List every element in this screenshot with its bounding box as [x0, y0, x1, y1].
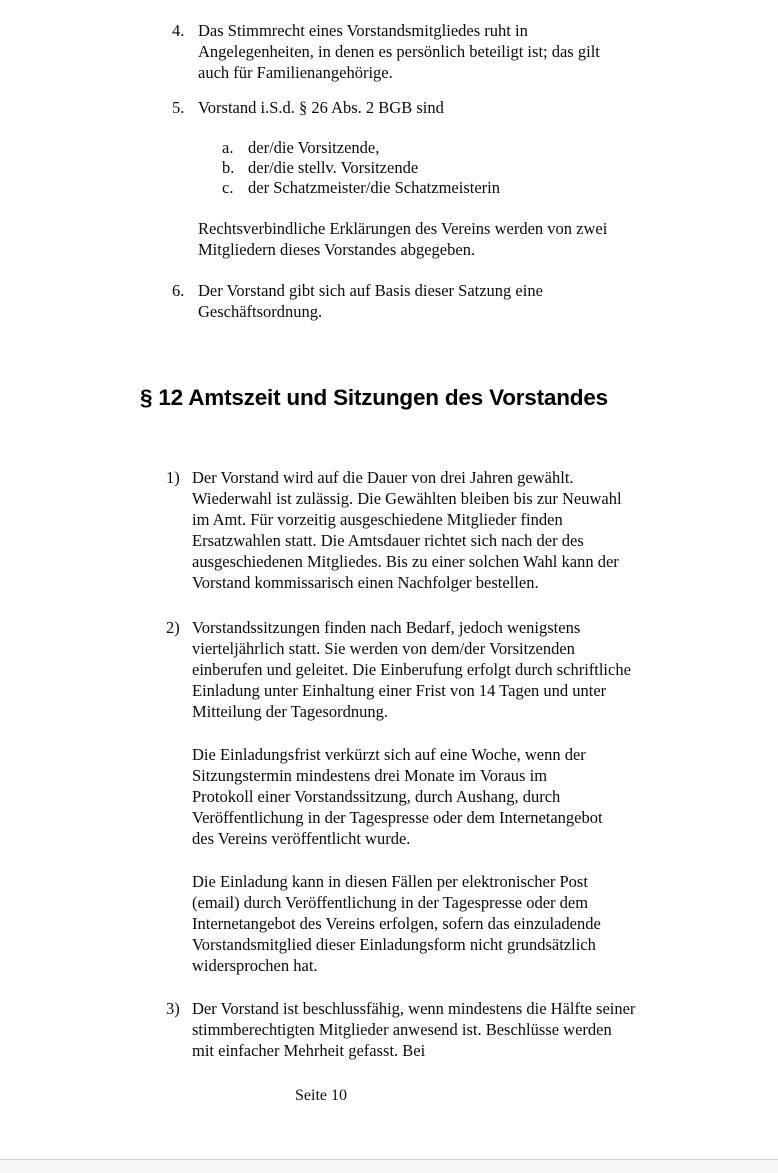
- list-item-4: [150, 20, 628, 83]
- sub-list-item-c: [150, 178, 580, 198]
- list-item-6: [150, 280, 628, 322]
- list-item-5-text: Vorstand i.S.d. § 26 Abs. 2 BGB sind: [198, 98, 444, 117]
- spacer-before-item3: [0, 976, 778, 998]
- spacer-before-item2-para3: [0, 849, 778, 871]
- spacer-after-item4: [0, 83, 778, 97]
- list-item-3: [150, 998, 637, 1061]
- list-item-1-text: Der Vorstand wird auf die Dauer von drei Jahren gewählt. Wiederwahl ist zulässig. Die Gewählten bleiben bis zur Neuwahl im Amt. Für vorzeitig ausgeschiedene Mitglieder finden Ersatzwahlen statt. Die Amtsdauer richtet sich nach der des ausgeschiedenen Mitgliedes. Bis zu einer solchen Wahl kann der Vorstand kommissarisch einen Nachfolger bestellen.: [192, 468, 622, 593]
- list-item-2: [150, 617, 637, 722]
- spacer-after-heading: [0, 429, 778, 467]
- sub-list-marker-a: a.: [222, 138, 234, 157]
- declaration-paragraph: Rechtsverbindliche Erklärungen des Vereins werden von zwei Mitgliedern dieses Vorstandes abgegeben.: [198, 219, 608, 259]
- list-marker-2: 2): [166, 618, 180, 638]
- sub-list-item-b-text: der/die stellv. Vorsitzende: [248, 158, 419, 177]
- item2-paragraph-3: Die Einladung kann in diesen Fällen per elektronischer Post (email) durch Veröffentlichung in der Tagespresse oder dem Internetangebot des Vereins erfolgen, sofern das einzuladende Vorstandsmitglied dieser Einladungsform nicht grundsätzlich widersprochen hat.: [192, 872, 601, 976]
- spacer-before-sublist: [0, 118, 778, 138]
- sub-list-marker-c: c.: [222, 178, 234, 197]
- spacer-before-item2-para2: [0, 722, 778, 744]
- spacer-before-item6: [0, 260, 778, 280]
- list-item-2-text: Vorstandssitzungen finden nach Bedarf, jedoch wenigstens vierteljährlich statt. Sie werden von dem/der Vorsitzenden einberufen und geleitet. Die Einberufung erfolgt durch schriftliche Einladung unter Einhaltung einer Frist von 14 Tagen und unter Mitteilung der Tagesordnung.: [192, 618, 631, 722]
- sub-list-item-a: [150, 138, 580, 158]
- list-marker-1: 1): [166, 468, 180, 488]
- page-bottom-edge: [0, 1159, 778, 1173]
- list-item-5: [150, 97, 628, 118]
- sub-list-item-c-text: der Schatzmeister/die Schatzmeisterin: [248, 178, 500, 197]
- list-item-6-text: Der Vorstand gibt sich auf Basis dieser Satzung eine Geschäftsordnung.: [198, 281, 543, 321]
- sub-list-item-b: [150, 158, 580, 178]
- spacer-before-declaration: [0, 198, 778, 218]
- spacer-top: [0, 0, 778, 20]
- sub-list-item-a-text: der/die Vorsitzende,: [248, 138, 380, 157]
- page-footer: Seite 10: [295, 1087, 347, 1104]
- item2-paragraph-2: Die Einladungsfrist verkürzt sich auf eine Woche, wenn der Sitzungstermin mindestens drei Monate im Voraus im Protokoll einer Vorstandssitzung, durch Aushang, durch Veröffentlichung in der Tagespresse oder dem Internetangebot des Vereins veröffentlicht wurde.: [192, 745, 603, 849]
- spacer-before-heading: [0, 322, 778, 366]
- list-marker-3: 3): [166, 999, 180, 1019]
- list-item-1: [150, 467, 637, 593]
- list-marker-4: 4.: [172, 21, 185, 40]
- section-heading-paragraph-12: § 12 Amtszeit und Sitzungen des Vorstandes: [140, 384, 608, 410]
- list-item-3-text: Der Vorstand ist beschlussfähig, wenn mindestens die Hälfte seiner stimmberechtigten Mitglieder anwesend ist. Beschlüsse werden mit einfacher Mehrheit gefasst. Bei: [192, 999, 636, 1061]
- list-marker-5: 5.: [172, 98, 185, 117]
- sub-list-marker-b: b.: [222, 158, 235, 177]
- list-item-4-text: Das Stimmrecht eines Vorstandsmitgliedes ruht in Angelegenheiten, in denen es persönlich beteiligt ist; das gilt auch für Familienangehörige.: [198, 21, 600, 82]
- spacer-after-item1: [0, 593, 778, 617]
- list-marker-6: 6.: [172, 281, 185, 300]
- sub-list-alpha: [150, 138, 580, 198]
